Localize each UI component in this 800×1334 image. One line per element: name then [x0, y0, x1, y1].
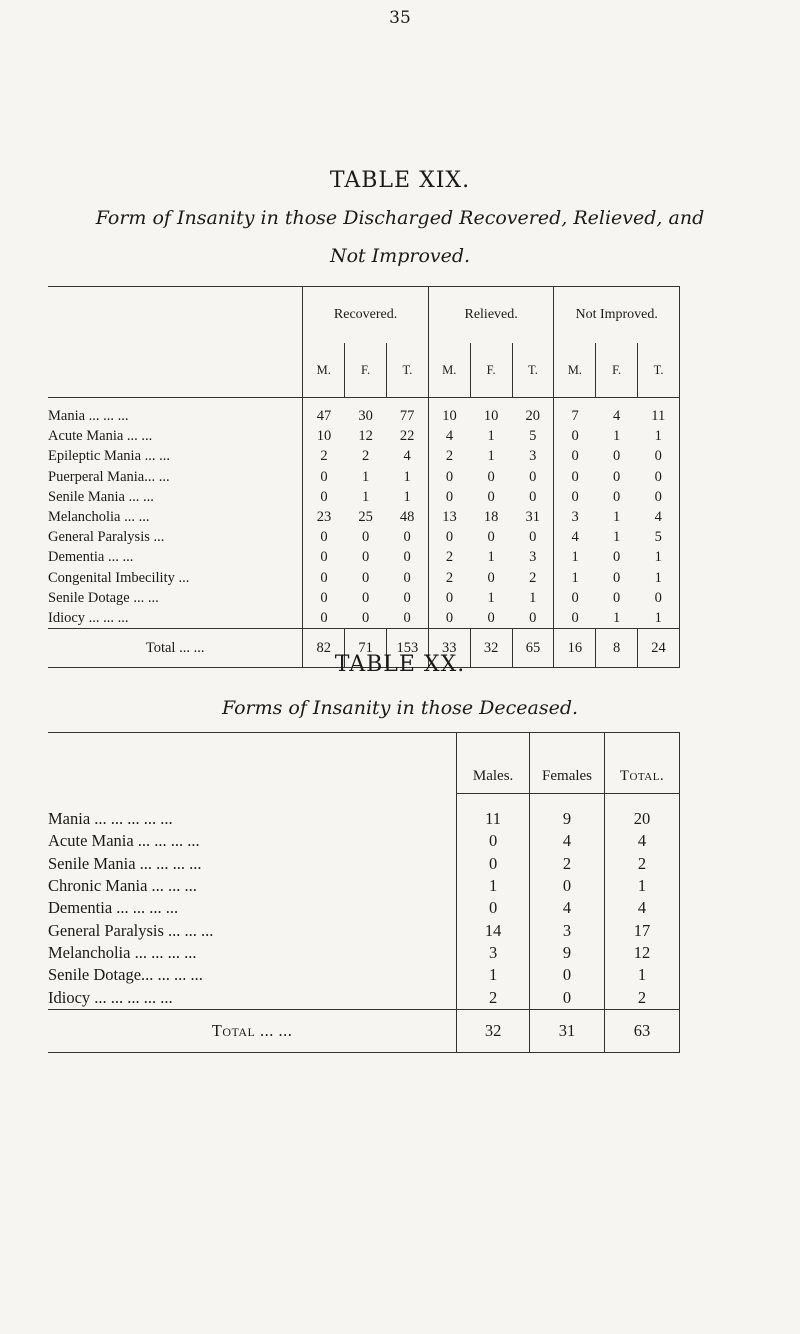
table20-cell: 0 — [530, 986, 605, 1009]
table19-subcol-header: T. — [387, 343, 429, 398]
table19-row — [48, 467, 680, 487]
table20-row-label: Idiocy ... ... ... ... ... — [48, 987, 173, 1007]
table19-total-cell: 71 — [345, 629, 387, 668]
table20-total-cell: 63 — [605, 1009, 680, 1052]
table19-cell: 0 — [613, 468, 621, 485]
table19-row — [48, 426, 680, 446]
table19-total-cell: 8 — [596, 629, 638, 668]
table19-cell: 0 — [554, 588, 596, 608]
table19-cell: 47 — [303, 398, 345, 427]
table20-col-header: Females — [530, 733, 605, 794]
table19-row-label: Puerperal Mania... ... — [48, 468, 170, 485]
table19-cell: 3 — [529, 549, 537, 566]
table19-cell: 1 — [361, 468, 370, 485]
table19-cell: 0 — [428, 467, 470, 487]
table20-cell: 1 — [457, 964, 530, 986]
table19-cell: 0 — [487, 468, 495, 485]
table19-cell: 0 — [428, 527, 470, 547]
table19-row — [48, 398, 680, 427]
table19-cell: 0 — [361, 549, 370, 566]
table19-cell: 48 — [399, 509, 415, 526]
table19-row-label: General Paralysis ... — [48, 529, 165, 546]
table19-cell: 10 — [303, 426, 345, 446]
page-number: 35 — [389, 8, 411, 28]
table20-cell: 0 — [457, 853, 530, 875]
table19-cell: 0 — [554, 467, 596, 487]
table20-row-label: Acute Mania ... ... ... ... — [48, 831, 200, 851]
table20-cell: 11 — [457, 794, 530, 831]
table20-cell: 1 — [605, 875, 680, 897]
table19-cell: 0 — [487, 609, 495, 626]
table19-cell: 0 — [613, 549, 621, 566]
table20-row-label: General Paralysis ... ... ... — [48, 920, 214, 940]
table19-cell: 77 — [399, 408, 415, 425]
table20-total-cell: 31 — [530, 1009, 605, 1052]
table20-row-label: Mania ... ... ... ... ... — [48, 808, 173, 828]
table19-cell: 13 — [428, 507, 470, 527]
table19-row-label: Dementia ... ... — [48, 549, 134, 566]
table19-subcol-header: M. — [428, 343, 470, 398]
table19-cell: 20 — [525, 408, 540, 425]
table19-row — [48, 608, 680, 629]
table19-subcol-header: F. — [345, 343, 387, 398]
table19-cell: 0 — [303, 547, 345, 567]
table19 — [48, 286, 680, 668]
table19-cell: 1 — [554, 568, 596, 588]
table19-cell: 22 — [399, 428, 415, 445]
table20-row — [48, 875, 680, 897]
table19-cell: 0 — [361, 609, 370, 626]
table20-cell: 12 — [605, 942, 680, 964]
table19-cell: 0 — [487, 569, 495, 586]
table19-cell: 12 — [358, 428, 373, 445]
table19-subcol-header: M. — [554, 343, 596, 398]
table19-title: TABLE XIX. — [329, 168, 471, 193]
table20-row — [48, 853, 680, 875]
table19-cell: 4 — [613, 408, 621, 425]
table19-cell: 4 — [554, 527, 596, 547]
table19-cell: 0 — [361, 569, 370, 586]
table19-row-label: Senile Dotage ... ... — [48, 589, 159, 606]
table19-total-cell: 24 — [638, 629, 680, 668]
table20-corner — [48, 733, 457, 794]
table19-group-header: Recovered. — [303, 287, 429, 344]
table20-row-label: Chronic Mania ... ... ... — [48, 876, 197, 896]
table19-row — [48, 588, 680, 608]
table19-cell: 0 — [428, 487, 470, 507]
table19-cell: 1 — [487, 428, 495, 445]
table20-col-header: Total. — [605, 733, 680, 794]
table19-cell: 0 — [529, 468, 537, 485]
table19-cell: 0 — [403, 609, 411, 626]
table19-cell: 0 — [613, 488, 621, 505]
table19-cell: 1 — [403, 488, 411, 505]
table19-total-cell: 32 — [470, 629, 512, 668]
table19-cell: 1 — [403, 468, 411, 485]
table20-cell: 2 — [605, 986, 680, 1009]
table19-cell: 10 — [483, 408, 499, 425]
table19-row — [48, 547, 680, 567]
table19-cell: 2 — [361, 448, 370, 465]
table20-title: TABLE XX. — [334, 652, 466, 677]
table20-cell: 3 — [530, 919, 605, 941]
table19-cell: 0 — [613, 448, 621, 465]
table20-total-row — [48, 1009, 680, 1052]
table20-cell: 1 — [605, 964, 680, 986]
table19-cell: 2 — [428, 547, 470, 567]
table19-row-label: Epileptic Mania ... ... — [48, 448, 171, 465]
table19-total-label: Total ... ... — [48, 629, 303, 668]
table19-total-cell: 153 — [387, 629, 429, 668]
table20-total-label: Total ... ... — [48, 1009, 457, 1052]
table20-cell: 9 — [530, 942, 605, 964]
table19-cell: 1 — [638, 568, 680, 588]
table20-cell: 9 — [530, 794, 605, 831]
table19-cell: 0 — [303, 527, 345, 547]
table20-cell: 4 — [530, 830, 605, 852]
table19-row-label: Melancholia ... ... — [48, 509, 150, 526]
table19-cell: 4 — [428, 426, 470, 446]
table19-cell: 3 — [554, 507, 596, 527]
table19-cell: 4 — [403, 448, 411, 465]
table20-row-label: Senile Dotage... ... ... ... — [48, 965, 203, 985]
table19-cell: 2 — [529, 569, 537, 586]
table20-row-label: Dementia ... ... ... ... — [48, 898, 179, 918]
table19-cell: 0 — [529, 488, 537, 505]
table19-cell: 0 — [303, 588, 345, 608]
table20-row-label: Melancholia ... ... ... ... — [48, 942, 197, 962]
table19-cell: 0 — [403, 569, 411, 586]
table20-cell: 2 — [457, 986, 530, 1009]
table19-cell: 30 — [358, 408, 373, 425]
table19-cell: 1 — [638, 608, 680, 629]
table19-cell: 0 — [638, 487, 680, 507]
table20-row — [48, 942, 680, 964]
table19-cell: 1 — [638, 426, 680, 446]
table19-cell: 0 — [361, 529, 370, 546]
table19-cell: 0 — [554, 426, 596, 446]
table19-row-label: Senile Mania ... ... — [48, 488, 154, 505]
table20-cell: 2 — [605, 853, 680, 875]
table19-row-label: Mania ... ... ... — [48, 408, 129, 425]
table19-total-cell: 82 — [303, 629, 345, 668]
table19-cell: 0 — [428, 608, 470, 629]
table20-cell: 2 — [530, 853, 605, 875]
table19-row-label: Congenital Imbecility ... — [48, 569, 190, 586]
table19-cell: 1 — [361, 488, 370, 505]
table19-subcol-header: M. — [303, 343, 345, 398]
table19-subcol-header: T. — [512, 343, 554, 398]
table19-row — [48, 487, 680, 507]
table19-cell: 1 — [529, 589, 537, 606]
table20-cell: 1 — [457, 875, 530, 897]
table19-cell: 2 — [428, 568, 470, 588]
table19-cell: 0 — [638, 446, 680, 466]
table19-total-cell: 65 — [512, 629, 554, 668]
table20 — [48, 732, 680, 1053]
table20-cell: 0 — [530, 964, 605, 986]
table19-cell: 4 — [638, 507, 680, 527]
table19-cell: 0 — [428, 588, 470, 608]
table20-cell: 4 — [605, 830, 680, 852]
table19-cell: 2 — [428, 446, 470, 466]
table19-subtitle-line2: Not Improved. — [329, 245, 471, 267]
table20-col-header: Males. — [457, 733, 530, 794]
table19-row — [48, 527, 680, 547]
table19-group-header: Not Improved. — [554, 287, 680, 344]
table19-cell: 25 — [358, 509, 373, 526]
table19-cell: 1 — [487, 448, 495, 465]
table19-cell: 5 — [529, 428, 537, 445]
table20-row — [48, 964, 680, 986]
table19-cell: 5 — [638, 527, 680, 547]
table19-cell: 1 — [613, 509, 621, 526]
table20-row — [48, 830, 680, 852]
table19-cell: 23 — [303, 507, 345, 527]
table19-cell: 0 — [403, 549, 411, 566]
table19-cell: 0 — [529, 609, 537, 626]
table19-cell: 1 — [613, 529, 621, 546]
table20-total-cell: 32 — [457, 1009, 530, 1052]
table20-cell: 0 — [457, 830, 530, 852]
table19-cell: 1 — [613, 428, 621, 445]
table19-cell: 7 — [554, 398, 596, 427]
table19-cell: 0 — [638, 467, 680, 487]
table19-cell: 0 — [554, 446, 596, 466]
table20-row — [48, 794, 680, 831]
table19-cell: 0 — [487, 529, 495, 546]
table20-row — [48, 986, 680, 1009]
table19-cell: 1 — [487, 589, 495, 606]
table19-cell: 0 — [303, 467, 345, 487]
table19-group-header: Relieved. — [428, 287, 554, 344]
table19-cell: 0 — [554, 487, 596, 507]
table20-cell: 0 — [457, 897, 530, 919]
table19-cell: 0 — [613, 569, 621, 586]
table19-cell: 3 — [529, 448, 537, 465]
table19-cell: 0 — [361, 589, 370, 606]
table20-cell: 17 — [605, 919, 680, 941]
table20-row — [48, 897, 680, 919]
table19-cell: 0 — [529, 529, 537, 546]
table19-subtitle-line1: Form of Insanity in those Discharged Recovered, Relieved, and — [95, 207, 705, 229]
table19-cell: 1 — [487, 549, 495, 566]
table19-cell: 0 — [487, 488, 495, 505]
table20-cell: 3 — [457, 942, 530, 964]
table19-total-cell: 33 — [428, 629, 470, 668]
table19-subcol-header: F. — [470, 343, 512, 398]
table20-cell: 14 — [457, 919, 530, 941]
table19-row-label: Idiocy ... ... ... — [48, 609, 129, 626]
table19-cell: 1 — [638, 547, 680, 567]
table19-row-label: Acute Mania ... ... — [48, 428, 153, 445]
table19-cell: 1 — [613, 609, 621, 626]
table19-subcol-header: T. — [638, 343, 680, 398]
table20-row — [48, 919, 680, 941]
table19-cell: 0 — [554, 608, 596, 629]
table20-cell: 4 — [605, 897, 680, 919]
table19-cell: 31 — [525, 509, 540, 526]
table19-cell: 2 — [303, 446, 345, 466]
table19-row — [48, 568, 680, 588]
table20-row-label: Senile Mania ... ... ... ... — [48, 853, 202, 873]
table19-cell: 1 — [554, 547, 596, 567]
table20-cell: 20 — [605, 794, 680, 831]
table19-cell: 0 — [613, 589, 621, 606]
table20-subtitle: Forms of Insanity in those Deceased. — [221, 697, 579, 719]
table19-cell: 0 — [303, 487, 345, 507]
table20-cell: 4 — [530, 897, 605, 919]
table20-cell: 0 — [530, 875, 605, 897]
table19-cell: 0 — [638, 588, 680, 608]
table19-subcol-header: F. — [596, 343, 638, 398]
table19-corner — [48, 287, 303, 344]
table19-corner — [48, 343, 303, 398]
table19-cell: 11 — [638, 398, 680, 427]
table19-cell: 10 — [428, 398, 470, 427]
table19-cell: 18 — [483, 509, 499, 526]
table19-total-cell: 16 — [554, 629, 596, 668]
table19-cell: 0 — [303, 608, 345, 629]
table19-cell: 0 — [403, 589, 411, 606]
table19-cell: 0 — [303, 568, 345, 588]
table19-cell: 0 — [403, 529, 411, 546]
table19-row — [48, 507, 680, 527]
table19-row — [48, 446, 680, 466]
